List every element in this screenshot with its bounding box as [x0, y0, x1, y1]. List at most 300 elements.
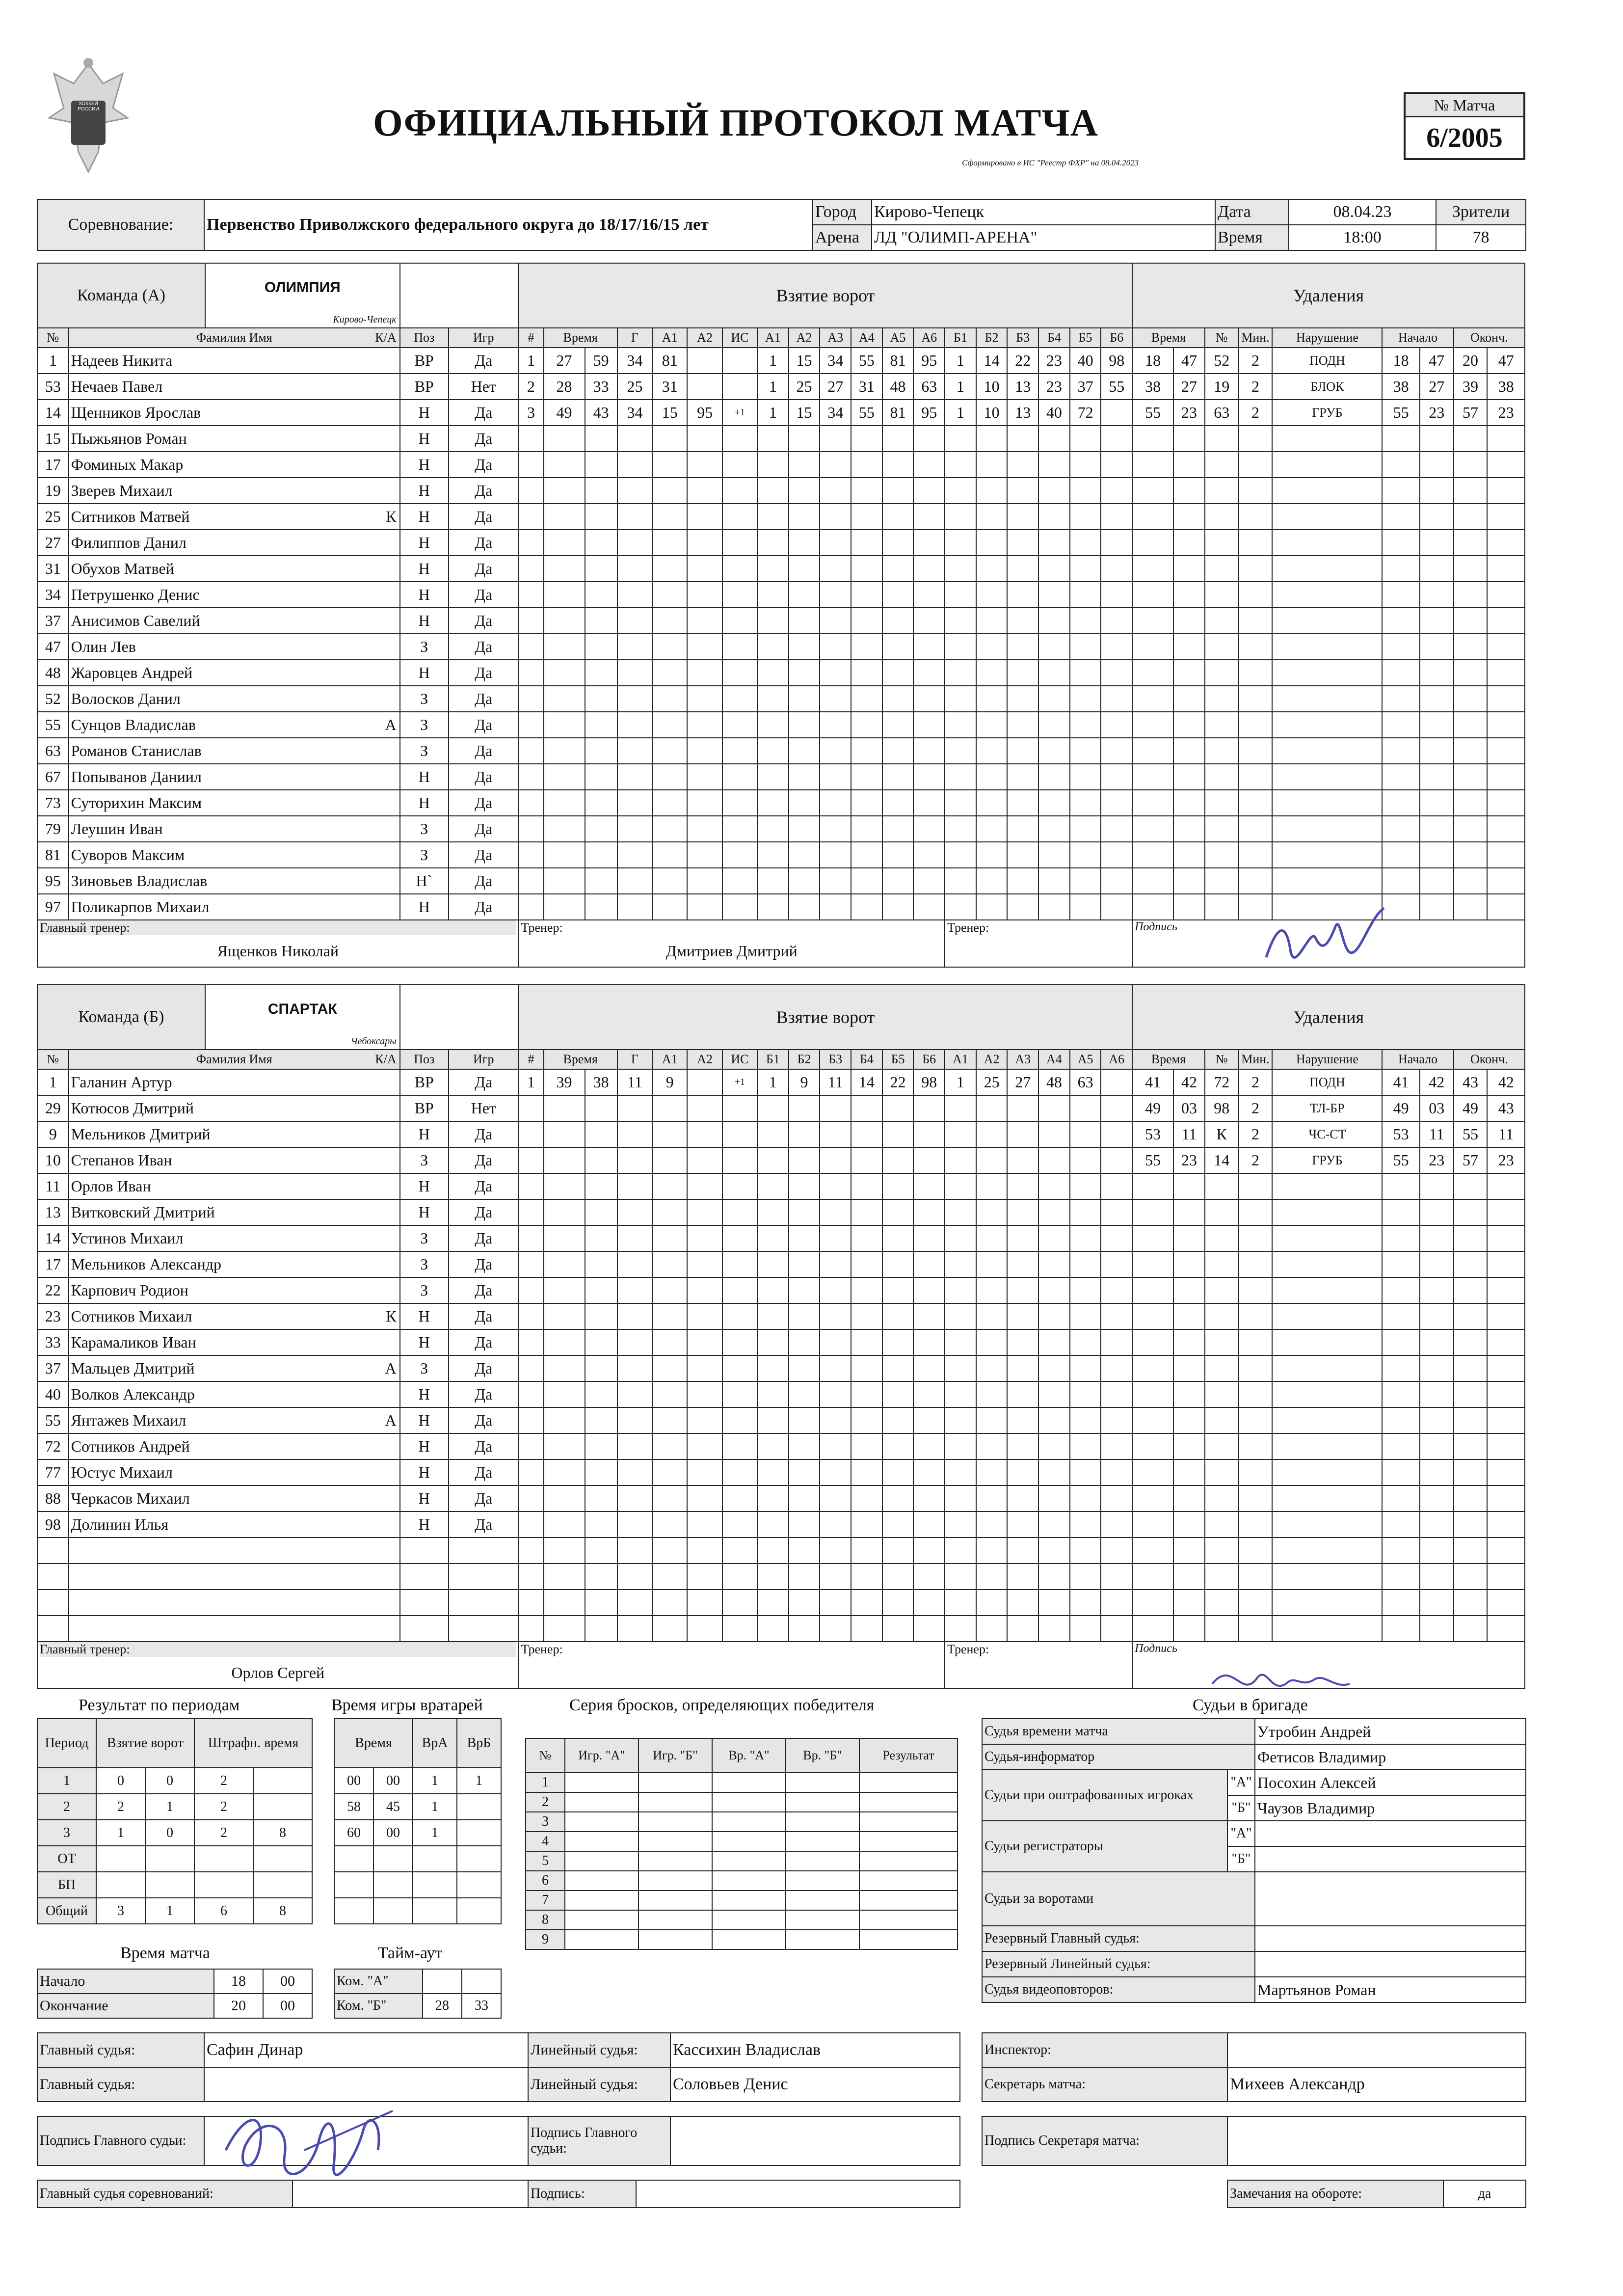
informer-value: Фетисов Владимир	[1255, 1744, 1526, 1770]
player-name-cell	[69, 426, 400, 452]
remarks-label: Замечания на обороте:	[1227, 2180, 1443, 2208]
period-pim-b	[253, 1768, 312, 1794]
player-number: 72	[37, 1433, 69, 1459]
goal-judges-label: Судьи за воротами	[982, 1872, 1255, 1926]
coach-2-label: Тренер:	[947, 1642, 989, 1656]
player-name-cell	[69, 1069, 400, 1095]
pen-violation: ГРУБ	[1272, 400, 1382, 426]
spectators-label: Зрители	[1436, 199, 1526, 225]
shootout-no: 8	[526, 1910, 565, 1930]
goalie-a: 1	[413, 1768, 457, 1794]
col-opp-5: А5	[1070, 1050, 1101, 1069]
period-pim-a: 6	[194, 1898, 253, 1924]
goal-own-player: 95	[913, 400, 945, 426]
head-coach-label: Главный тренер:	[40, 920, 516, 935]
col-opp-2: А2	[976, 1050, 1008, 1069]
goal-own-player: 81	[882, 400, 914, 426]
col-pen-no: №	[1205, 328, 1239, 348]
team_b-name: СПАРТАК	[267, 1001, 337, 1017]
player-number: 88	[37, 1486, 69, 1512]
col-opp-6: Б6	[1101, 328, 1132, 348]
goal-number: 2	[519, 374, 544, 400]
player-role: А	[385, 716, 397, 733]
player-name: Черкасов Михаил	[71, 1489, 190, 1507]
goal-number: 3	[519, 400, 544, 426]
player-position: З	[400, 816, 449, 842]
period-name: БП	[37, 1872, 96, 1898]
player-position: ВР	[400, 1069, 449, 1095]
sign-main-table	[37, 2116, 960, 2166]
head-coach-name: Орлов Сергей	[231, 1664, 325, 1681]
goal-situation: +1	[722, 1069, 757, 1095]
pen-minute: 53	[1132, 1121, 1173, 1147]
goal-own-player: 55	[851, 348, 882, 374]
goal-assist-1: 81	[652, 348, 687, 374]
timekeeper-value: Утробин Андрей	[1255, 1719, 1526, 1744]
period-row	[37, 1898, 312, 1924]
player-played: Да	[449, 1173, 519, 1199]
col-num: №	[37, 1050, 69, 1069]
player-position: З	[400, 1251, 449, 1277]
player-position: Н	[400, 556, 449, 582]
col-name-text: Фамилия Имя	[196, 330, 272, 345]
goal-scorer: 34	[617, 400, 652, 426]
col-a1: А1	[652, 328, 687, 348]
col-own-3: Б3	[820, 1050, 851, 1069]
player-number: 77	[37, 1459, 69, 1486]
player-name-cell	[69, 530, 400, 556]
player-played: Нет	[449, 374, 519, 400]
period-goals-b	[145, 1872, 194, 1898]
timeout-table	[334, 1969, 502, 2019]
period-goals-b: 1	[145, 1898, 194, 1924]
date-label: Дата	[1215, 199, 1289, 225]
player-played: Да	[449, 764, 519, 790]
goal-own-player: 15	[789, 400, 820, 426]
match-start-label: Начало	[37, 1969, 214, 1994]
player-name: Волков Александр	[71, 1385, 195, 1403]
goal-opp-player: 10	[976, 374, 1008, 400]
col-own-3: А3	[820, 328, 851, 348]
player-played: Да	[449, 1433, 519, 1459]
goal-opp-player: 55	[1101, 374, 1132, 400]
page-title: ОФИЦИАЛЬНЫЙ ПРОТОКОЛ МАТЧА	[373, 101, 1098, 144]
goal-assist-2: 95	[687, 400, 722, 426]
penalty-judge-b: Чаузов Владимир	[1255, 1795, 1526, 1821]
player-name: Петрушенко Денис	[71, 586, 200, 603]
player-name-cell	[69, 1433, 400, 1459]
player-name-cell	[69, 374, 400, 400]
reserve-main-label: Резервный Главный судья:	[982, 1926, 1255, 1951]
col-goal-type: Г	[617, 1050, 652, 1069]
team_b-row	[37, 1251, 1525, 1277]
player-name-cell	[69, 1095, 400, 1121]
col-a2: А2	[687, 1050, 722, 1069]
player-position: Н	[400, 582, 449, 608]
shootout-no: 2	[526, 1792, 565, 1812]
timeout-a-label: Ком. "А"	[334, 1969, 423, 1994]
player-position: Н	[400, 1121, 449, 1147]
col-pen-viol: Нарушение	[1272, 328, 1382, 348]
team_b-row	[37, 1486, 1525, 1512]
goalie-row	[334, 1794, 501, 1820]
pen-violation: БЛОК	[1272, 374, 1382, 400]
goalies-col-b: ВрБ	[457, 1719, 501, 1768]
player-number: 67	[37, 764, 69, 790]
player-number: 17	[37, 1251, 69, 1277]
player-name: Попыванов Даниил	[71, 768, 202, 785]
goal-own-player: 9	[789, 1069, 820, 1095]
player-name: Щенников Ярослав	[71, 404, 201, 421]
player-number: 29	[37, 1095, 69, 1121]
timekeeper-label: Судья времени матча	[982, 1719, 1255, 1744]
col-num: №	[37, 328, 69, 348]
shootout-no: 6	[526, 1871, 565, 1891]
sign-secretary-label: Подпись Секретаря матча:	[982, 2116, 1227, 2165]
team_b-row	[37, 1538, 1525, 1564]
team_a-coach-1-cell	[519, 920, 945, 967]
goal-assist-1: 31	[652, 374, 687, 400]
pen-start-min: 38	[1382, 374, 1419, 400]
shootout-col: Игр. "Б"	[639, 1738, 712, 1773]
player-name-cell	[69, 348, 400, 374]
team_a-row	[37, 712, 1525, 738]
player-name-cell	[69, 504, 400, 530]
player-name: Волосков Данил	[71, 690, 181, 707]
player-name-cell	[69, 1486, 400, 1512]
goalie-second: 00	[373, 1820, 413, 1846]
goal-own-player: 1	[757, 400, 789, 426]
col-opp-1: Б1	[945, 328, 976, 348]
shootout-row	[526, 1851, 958, 1871]
player-position: Н	[400, 504, 449, 530]
goal-number: 1	[519, 348, 544, 374]
goal-minute: 49	[544, 400, 585, 426]
player-name: Мельников Александр	[71, 1255, 221, 1273]
pen-end-min: 20	[1454, 348, 1488, 374]
player-name: Леушин Иван	[71, 820, 163, 837]
player-name: Карамаликов Иван	[71, 1333, 196, 1351]
inspector-table	[982, 2032, 1526, 2102]
team_a-row	[37, 426, 1525, 452]
shootout-row	[526, 1910, 958, 1930]
player-name: Зиновьев Владислав	[71, 872, 208, 890]
player-name: Орлов Иван	[71, 1177, 151, 1195]
pen-violation: ТЛ-БР	[1272, 1095, 1382, 1121]
team_b-coach-2-cell	[945, 1642, 1132, 1689]
goal-own-player: 1	[757, 348, 789, 374]
goalie-second: 45	[373, 1794, 413, 1820]
goal-opp-player: 23	[1038, 348, 1070, 374]
registrar-a	[1255, 1821, 1526, 1846]
col-own-5: Б5	[882, 1050, 914, 1069]
team_a-row	[37, 374, 1525, 400]
pen-start-sec: 23	[1420, 1147, 1454, 1173]
col-is: ИС	[722, 328, 757, 348]
shootout-no: 9	[526, 1930, 565, 1949]
goal-second: 33	[585, 374, 617, 400]
goal-own-player: 63	[913, 374, 945, 400]
goal-own-player: 98	[913, 1069, 945, 1095]
periods-col-period: Период	[37, 1719, 96, 1768]
pen-second: 11	[1173, 1121, 1205, 1147]
player-role: А	[385, 1359, 397, 1377]
player-number: 17	[37, 452, 69, 478]
penalty-judges-label: Судьи при оштрафованных игроках	[982, 1770, 1227, 1821]
player-played: Да	[449, 842, 519, 868]
player-number: 34	[37, 582, 69, 608]
pen-start-min: 53	[1382, 1121, 1419, 1147]
player-role: А	[385, 1411, 397, 1429]
coach-2-label: Тренер:	[947, 920, 989, 935]
coach-1-name: Дмитриев Дмитрий	[665, 942, 798, 960]
player-position: Н	[400, 452, 449, 478]
player-name: Анисимов Савелий	[71, 612, 200, 629]
player-position: З	[400, 686, 449, 712]
goal-own-player: 15	[789, 348, 820, 374]
team_b-row	[37, 1147, 1525, 1173]
player-name: Пыжьянов Роман	[71, 430, 187, 447]
period-pim-b	[253, 1846, 312, 1872]
pen-minute: 18	[1132, 348, 1173, 374]
team_a-row	[37, 400, 1525, 426]
goal-opp-player: 48	[1038, 1069, 1070, 1095]
sign-value	[636, 2180, 960, 2208]
period-goals-b: 0	[145, 1768, 194, 1794]
col-own-4: Б4	[851, 1050, 882, 1069]
sign-secretary-value	[1227, 2116, 1526, 2165]
secretary-value: Михеев Александр	[1227, 2067, 1526, 2102]
period-name: 3	[37, 1820, 96, 1846]
period-pim-a: 2	[194, 1794, 253, 1820]
col-pos: Поз	[400, 328, 449, 348]
pen-minutes: 2	[1239, 1121, 1273, 1147]
col-own-2: А2	[789, 328, 820, 348]
col-own-1: Б1	[757, 1050, 789, 1069]
pen-second: 23	[1173, 1147, 1205, 1173]
team_a-city: Кирово-Чепецк	[333, 314, 397, 325]
team-a-block	[37, 263, 1525, 968]
player-position: Н	[400, 1199, 449, 1225]
pen-end-min: 43	[1454, 1069, 1488, 1095]
player-name: Зверев Михаил	[71, 482, 173, 499]
goal-own-player: 48	[882, 374, 914, 400]
match-start-minutes: 00	[263, 1969, 312, 1994]
player-name-cell	[69, 1277, 400, 1303]
goal-second: 38	[585, 1069, 617, 1095]
player-name-cell	[69, 582, 400, 608]
player-name-cell	[69, 1381, 400, 1407]
time-label: Время	[1215, 225, 1289, 250]
time-value: 18:00	[1289, 225, 1436, 250]
pen-end-min: 39	[1454, 374, 1488, 400]
pen-second: 27	[1173, 374, 1205, 400]
goal-minute: 27	[544, 348, 585, 374]
goal-opp-player: 37	[1070, 374, 1101, 400]
goal-number: 1	[519, 1069, 544, 1095]
player-played: Да	[449, 1303, 519, 1329]
period-name: 1	[37, 1768, 96, 1794]
shootout-row	[526, 1832, 958, 1851]
pen-violation: ПОДН	[1272, 348, 1382, 374]
player-number: 52	[37, 686, 69, 712]
player-name: Сунцов Владислав	[71, 716, 196, 733]
goalie-b	[457, 1820, 501, 1846]
goal-opp-player: 23	[1038, 374, 1070, 400]
informer-label: Судья-информатор	[982, 1744, 1255, 1770]
referee-signature	[206, 2091, 412, 2204]
head-coach-name: Ященков Николай	[217, 942, 339, 960]
player-name-cell	[69, 816, 400, 842]
goalie-minute: 60	[334, 1820, 373, 1846]
team_b-row	[37, 1121, 1525, 1147]
brigade-title: Судьи в бригаде	[1193, 1696, 1308, 1714]
goal-assist-1: 9	[652, 1069, 687, 1095]
team_b-row	[37, 1225, 1525, 1251]
head-coach-label: Главный тренер:	[40, 1642, 516, 1657]
player-name-cell	[69, 686, 400, 712]
goal-own-player: 27	[820, 374, 851, 400]
shootout-col: №	[526, 1738, 565, 1773]
col-own-6: Б6	[913, 1050, 945, 1069]
player-name: Олин Лев	[71, 638, 136, 655]
player-name: Сотников Андрей	[71, 1437, 190, 1455]
match-info-table	[37, 199, 1526, 251]
goal-opp-player: 1	[945, 1069, 976, 1095]
goal-assist-2	[687, 374, 722, 400]
player-position: Н	[400, 608, 449, 634]
pen-start-min: 49	[1382, 1095, 1419, 1121]
col-opp-2: Б2	[976, 328, 1008, 348]
player-played: Да	[449, 1381, 519, 1407]
timeout-title: Тайм-аут	[378, 1944, 443, 1962]
goal-own-player: 14	[851, 1069, 882, 1095]
col-name	[69, 1050, 400, 1069]
player-number: 48	[37, 660, 69, 686]
period-row	[37, 1794, 312, 1820]
goal-opp-player: 22	[1007, 348, 1038, 374]
player-name-cell	[69, 1512, 400, 1538]
page-subtitle: Сформировано в ИС "Реестр ФХР" на 08.04.2023	[962, 158, 1139, 167]
col-goal-no: #	[519, 328, 544, 348]
shootout-row	[526, 1773, 958, 1792]
col-name-text: Фамилия Имя	[196, 1052, 272, 1066]
player-name: Фоминых Макар	[71, 456, 184, 473]
signature-label: Подпись	[1135, 1642, 1177, 1655]
pen-second: 03	[1173, 1095, 1205, 1121]
goal-second: 59	[585, 348, 617, 374]
goalie-a: 1	[413, 1820, 457, 1846]
player-position: Н	[400, 1329, 449, 1355]
pen-minute: 55	[1132, 1147, 1173, 1173]
player-name: Галанин Артур	[71, 1073, 172, 1091]
spectators-value: 78	[1436, 225, 1526, 250]
shootout-table	[525, 1738, 958, 1950]
period-goals-a	[96, 1872, 145, 1898]
match-number: 6/2005	[1426, 123, 1503, 153]
team_a-row	[37, 504, 1525, 530]
player-number: 33	[37, 1329, 69, 1355]
shootout-no: 4	[526, 1832, 565, 1851]
player-position: З	[400, 712, 449, 738]
player-number: 14	[37, 1225, 69, 1251]
player-name: Котюсов Дмитрий	[71, 1099, 194, 1117]
shootout-row	[526, 1930, 958, 1949]
shootout-row	[526, 1792, 958, 1812]
col-played: Игр	[449, 328, 519, 348]
player-name: Мельников Дмитрий	[71, 1125, 211, 1143]
team_a-row	[37, 660, 1525, 686]
goal-own-player: 1	[757, 1069, 789, 1095]
inspector-value	[1227, 2033, 1526, 2067]
linesman-1: Кассихин Владислав	[670, 2033, 960, 2067]
goalie-b	[457, 1794, 501, 1820]
comp-referee-table	[37, 2180, 960, 2208]
player-number: 40	[37, 1381, 69, 1407]
team_a-row	[37, 452, 1525, 478]
team_b-row	[37, 1407, 1525, 1433]
player-role: К	[386, 1307, 397, 1325]
player-name-cell	[69, 478, 400, 504]
goal-opp-player: 27	[1007, 1069, 1038, 1095]
city-value: Кирово-Чепецк	[872, 199, 1215, 225]
inspector-label: Инспектор:	[982, 2033, 1227, 2067]
player-name-cell	[69, 660, 400, 686]
player-played: Да	[449, 348, 519, 374]
player-played: Да	[449, 1407, 519, 1433]
main-referee-1: Сафин Динар	[204, 2033, 528, 2067]
player-name-cell	[69, 1147, 400, 1173]
col-opp-6: А6	[1101, 1050, 1132, 1069]
player-name: Сотников Михаил	[71, 1307, 192, 1325]
col-opp-4: А4	[1038, 1050, 1070, 1069]
penalty-judge-a-side: "А"	[1227, 1770, 1255, 1795]
pen-end-min: 57	[1454, 400, 1488, 426]
team_a-row	[37, 582, 1525, 608]
player-position: Н	[400, 400, 449, 426]
reserve-line-value	[1255, 1951, 1526, 1977]
goal-opp-player: 13	[1007, 374, 1038, 400]
goal-opp-player: 98	[1101, 348, 1132, 374]
col-pen-start: Начало	[1382, 328, 1453, 348]
player-name-cell	[69, 868, 400, 894]
col-opp-4: Б4	[1038, 328, 1070, 348]
team_b-row	[37, 1459, 1525, 1486]
team_b-roster-table	[37, 984, 1525, 1689]
goal-assist-2	[687, 348, 722, 374]
team_b-row	[37, 1616, 1525, 1642]
player-position: ВР	[400, 348, 449, 374]
player-position: Н	[400, 1173, 449, 1199]
player-number: 1	[37, 348, 69, 374]
referees-table	[37, 2032, 960, 2102]
goal-own-player: 95	[913, 348, 945, 374]
video-judge-value: Мартьянов Роман	[1255, 1977, 1526, 2002]
team_a-label: Команда (А)	[38, 264, 206, 327]
registrar-a-side: "А"	[1227, 1821, 1255, 1846]
player-name: Ситников Матвей	[71, 508, 190, 525]
goal-judges-value	[1255, 1872, 1526, 1926]
player-number: 79	[37, 816, 69, 842]
player-name: Жаровцев Андрей	[71, 664, 193, 681]
period-row	[37, 1820, 312, 1846]
pen-player: 52	[1205, 348, 1239, 374]
sign-main-label-2: Подпись Главного судьи:	[528, 2116, 670, 2165]
pen-end-sec: 47	[1487, 348, 1525, 374]
sign-main-2	[670, 2116, 960, 2165]
pen-player: 14	[1205, 1147, 1239, 1173]
team_b-city: Чебоксары	[350, 1036, 397, 1047]
